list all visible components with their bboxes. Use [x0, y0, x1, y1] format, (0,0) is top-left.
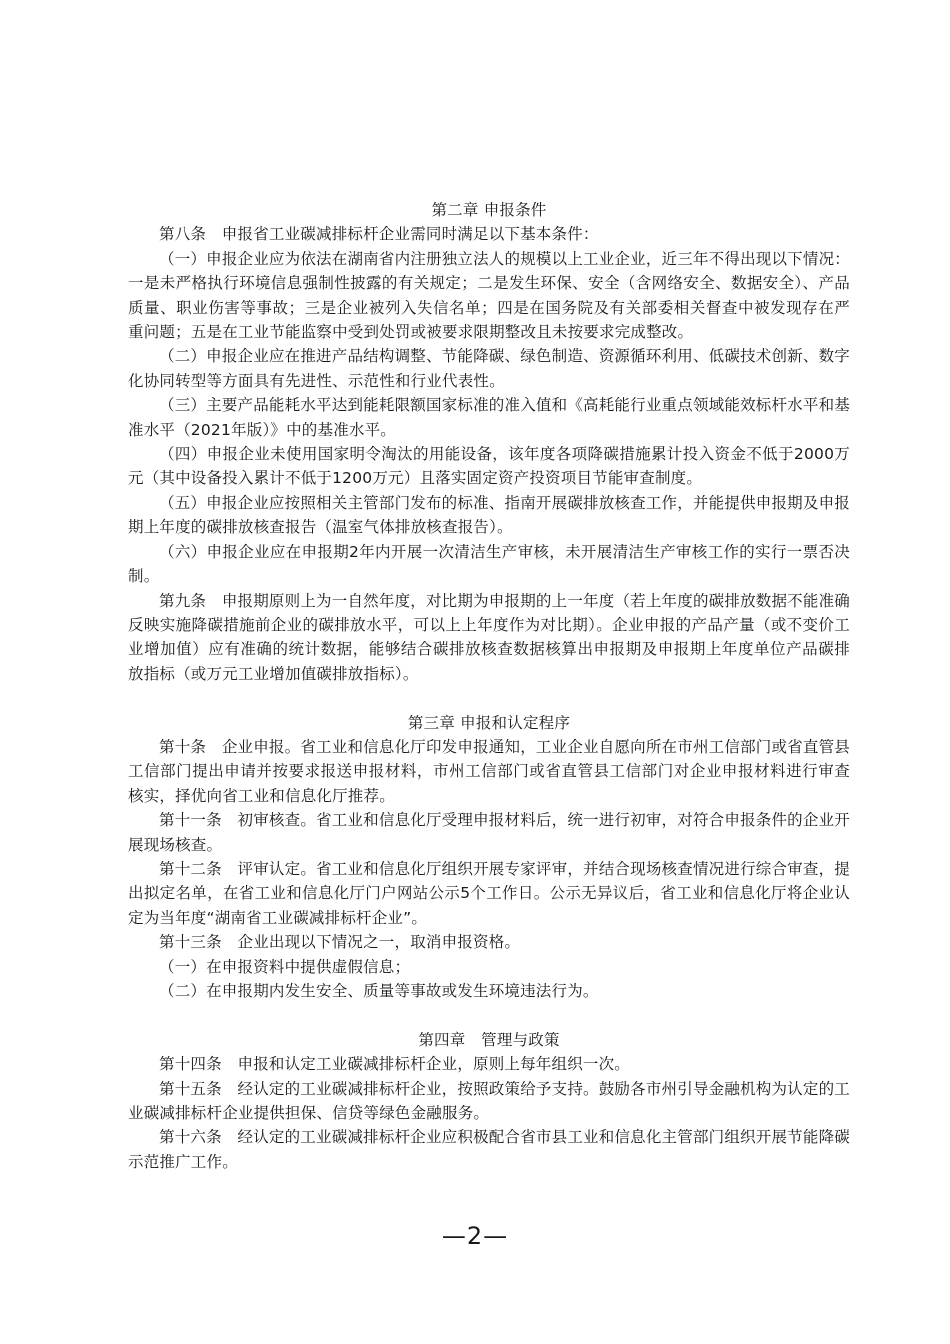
- article-8: 第八条 申报省工业碳减排标杆企业需同时满足以下基本条件：: [159, 225, 599, 244]
- condition-4: （四）申报企业未使用国家明令淘汰的用能设备，该年度各项降碳措施累计投入资金不低于2000万元（其中设备投入累计不低于1200万元）且落实固定资产投资项目节能审查制度。: [128, 445, 850, 488]
- article-10: 第十条 企业申报。省工业和信息化厅印发申报通知，工业企业自愿向所在市州工信部门或省直管县工信部门提出申请并按要求报送申报材料，市州工信部门或省直管县工信部门对企业申报材料进行审查核实，择优向省工业和信息化厅推荐。: [128, 737, 850, 805]
- article-13-item-2: （二）在申报期内发生安全、质量等事故或发生环境违法行为。: [159, 981, 599, 1000]
- article-11: 第十一条 初审核查。省工业和信息化厅受理申报材料后，统一进行初审，对符合申报条件的企业开展现场核查。: [128, 811, 850, 854]
- chapter-2-section: [128, 198, 850, 686]
- article-12: 第十二条 评审认定。省工业和信息化厅组织开展专家评审，并结合现场核查情况进行综合审查，提出拟定名单，在省工业和信息化厅门户网站公示5个工作日。公示无异议后，省工业和信息化厅将企业认定为当年度“湖南省工业碳减排标杆企业”。: [128, 859, 850, 927]
- condition-2: （二）申报企业应在推进产品结构调整、节能降碳、绿色制造、资源循环利用、低碳技术创新、数字化协同转型等方面具有先进性、示范性和行业代表性。: [128, 347, 850, 390]
- chapter-4-section: [128, 1028, 850, 1174]
- chapter-3-section: [128, 711, 850, 1004]
- chapter-heading: 第四章 管理与政策: [418, 1030, 560, 1049]
- article-16: 第十六条 经认定的工业碳减排标杆企业应积极配合省市县工业和信息化主管部门组织开展节能降碳示范推广工作。: [128, 1128, 850, 1171]
- article-15: 第十五条 经认定的工业碳减排标杆企业，按照政策给予支持。鼓励各市州引导金融机构为认定的工业碳减排标杆企业提供担保、信贷等绿色金融服务。: [128, 1079, 850, 1122]
- section-spacer: [128, 686, 850, 710]
- chapter-heading: 第二章 申报条件: [431, 201, 547, 219]
- article-14: 第十四条 申报和认定工业碳减排标杆企业，原则上每年组织一次。: [159, 1055, 631, 1074]
- page-number: —2—: [441, 1222, 509, 1250]
- condition-1: （一）申报企业应为依法在湖南省内注册独立法人的规模以上工业企业，近三年不得出现以下情况：一是未严格执行环境信息强制性披露的有关规定；二是发生环保、安全（含网络安全、数据安全）、产品质量、职业伤害等事故；三是企业被列入失信名单；四是在国务院及有关部委相关督查中被发现存在严重问题；五是在工业节能监察中受到处罚或被要求限期整改且未按要求完成整改。: [128, 249, 850, 342]
- condition-5: （五）申报企业应按照相关主管部门发布的标准、指南开展碳排放核查工作，并能提供申报期及申报期上年度的碳排放核查报告（温室气体排放核查报告）。: [128, 493, 850, 537]
- article-13-item-1: （一）在申报资料中提供虚假信息；: [159, 957, 411, 976]
- condition-3: （三）主要产品能耗水平达到能耗限额国家标准的准入值和《高耗能行业重点领域能效标杆水平和基准水平（2021年版）》中的基准水平。: [128, 396, 850, 439]
- section-spacer: [128, 1003, 850, 1027]
- article-13: 第十三条 企业出现以下情况之一，取消申报资格。: [159, 933, 521, 952]
- chapter-heading: 第三章 申报和认定程序: [407, 713, 571, 732]
- article-9: 第九条 申报期原则上为一自然年度，对比期为申报期的上一年度（若上年度的碳排放数据不能准确反映实施降碳措施前企业的碳排放水平，可以上上年度作为对比期）。企业申报的产品产量（或不变价工业增加值）应有准确的统计数据，能够结合碳排放核查数据核算出申报期及申报期上年度单位产品碳排放指标（或万元工业增加值碳排放指标）。: [128, 591, 850, 683]
- document-body: [128, 198, 850, 1174]
- condition-6: （六）申报企业应在申报期2年内开展一次清洁生产审核，未开展清洁生产审核工作的实行一票否决制。: [128, 542, 850, 586]
